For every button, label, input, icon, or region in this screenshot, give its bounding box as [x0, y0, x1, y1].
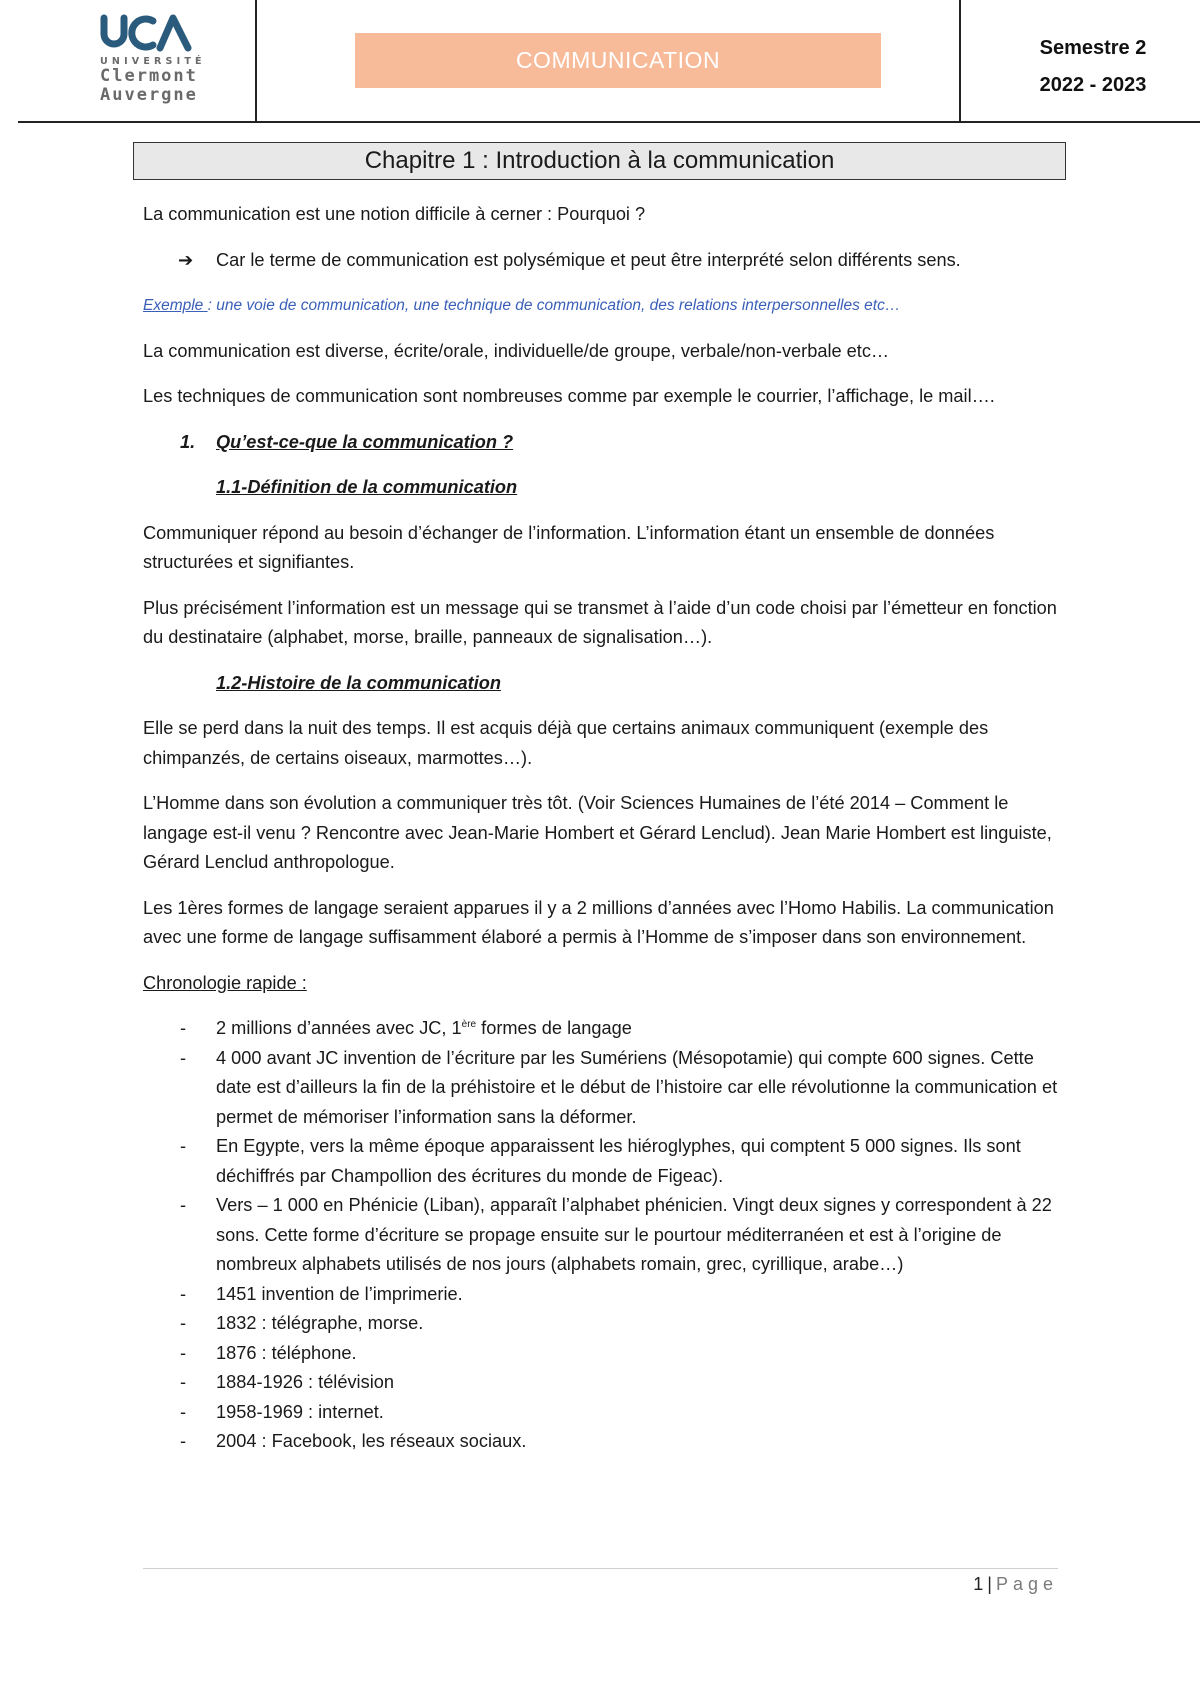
- semester-block: [1003, 30, 1183, 104]
- semester-label: Semestre 2: [1039, 37, 1147, 59]
- chronology-item-text: 4 000 avant JC invention de l’écriture par les Sumériens (Mésopotamie) qui compte 600 signes. Cette date est d’ailleurs la fin de la préhistoire et le début de l’histoire car elle révolutionne la communication et permet de mémoriser l’information sans la déformer.: [216, 1047, 1058, 1127]
- history-paragraph-2: L’Homme dans son évolution a communiquer très tôt. (Voir Sciences Humaines de l’été 2014 – Comment le langage est-il venu ? Rencontre avec Jean-Marie Hombert et Gérard Lenclud). Jean Marie Hombert est linguiste, Gérard Lenclud anthropologue.: [143, 793, 1052, 872]
- page-number: 1: [973, 1574, 984, 1594]
- right-arrow-icon: ➔: [178, 249, 194, 270]
- page-footer: [880, 1574, 1058, 1595]
- chronology-item: [143, 1014, 1063, 1044]
- list-dash: -: [180, 1313, 187, 1333]
- logo-line-auvergne: Auvergne: [100, 85, 198, 105]
- chronology-item: [143, 1339, 1063, 1369]
- chronology-item: [143, 1427, 1063, 1457]
- history-paragraph-3: Les 1ères formes de langage seraient apparues il y a 2 millions d’années avec l’Homo Habilis. La communication avec une forme de langage suffisamment élaboré a permis à l’Homme de s’imposer dans son environnement.: [143, 897, 1054, 947]
- page-header: [18, 0, 1200, 123]
- chronology-item-text: 1958-1969 : internet.: [216, 1401, 384, 1422]
- course-title-banner: [355, 33, 881, 88]
- chronology-item-text: 1876 : téléphone.: [216, 1342, 357, 1363]
- chronology-title: Chronologie rapide :: [143, 972, 307, 993]
- footer-separator: |: [987, 1574, 992, 1594]
- logo-line-clermont: Clermont: [100, 66, 198, 86]
- chronology-item-text: 2004 : Facebook, les réseaux sociaux.: [216, 1431, 527, 1451]
- definition-paragraph-1: Communiquer répond au besoin d’échanger de l’information. L’information étant un ensemble de données structurées et signifiantes.: [143, 522, 995, 572]
- section-1-heading: [143, 428, 1063, 458]
- intro-paragraph-1: La communication est diverse, écrite/orale, individuelle/de groupe, verbale/non-verbale etc…: [143, 340, 890, 361]
- chronology-item-text-after: formes de langage: [476, 1018, 632, 1038]
- chronology-item-text: Vers – 1 000 en Phénicie (Liban), apparaît l’alphabet phénicien. Vingt deux signes y correspondent à 22 sons. Cette forme d’écriture se propage ensuite sur le pourtour méditerranéen et est à l’origine de nombreux alphabets utilisés de nos jours (alphabets romain, grec, cyrillique, arabe…): [216, 1195, 1052, 1274]
- list-dash: -: [180, 1018, 187, 1038]
- uca-logo-icon: [98, 12, 198, 52]
- definition-paragraph-2: Plus précisément l’information est un message qui se transmet à l’aide d’un code choisi par l’émetteur en fonction du destinataire (alphabet, morse, braille, panneaux de signalisation…).: [143, 597, 1057, 647]
- chronology-item-text-before: 2 millions d’années avec JC, 1: [216, 1018, 462, 1038]
- chronology-item-text: 1451 invention de l’imprimerie.: [216, 1283, 463, 1304]
- list-dash: -: [180, 1401, 187, 1422]
- example-label: Exemple: [143, 297, 208, 314]
- list-dash: -: [180, 1342, 187, 1363]
- example-line: [143, 291, 1063, 321]
- document-body: [143, 200, 1063, 1457]
- chronology-item: [143, 1191, 1063, 1280]
- header-divider-left: [255, 0, 257, 121]
- course-title: COMMUNICATION: [515, 47, 721, 73]
- section-1-title: Qu’est-ce-que la communication ?: [216, 431, 514, 452]
- chronology-item: [143, 1368, 1063, 1398]
- chronology-item: [143, 1044, 1063, 1133]
- chronology-item-text: 1884-1926 : télévision: [216, 1372, 394, 1392]
- intro-answer: Car le terme de communication est polysémique et peut être interprété selon différents sens.: [216, 249, 961, 270]
- list-dash: -: [180, 1136, 187, 1156]
- chronology-item: [143, 1309, 1063, 1339]
- list-dash: -: [180, 1047, 187, 1068]
- section-1-number: 1.: [180, 431, 196, 452]
- chapter-title-box: [133, 142, 1066, 180]
- header-divider-right: [959, 0, 961, 121]
- intro-question: La communication est une notion difficile à cerner : Pourquoi ?: [143, 204, 646, 224]
- chronology-list: [143, 1014, 1063, 1457]
- academic-year: 2022 - 2023: [1039, 74, 1147, 96]
- page-label: Page: [995, 1574, 1058, 1594]
- list-dash: -: [180, 1195, 187, 1215]
- intro-answer-line: [143, 246, 1063, 276]
- chronology-item: [143, 1398, 1063, 1428]
- list-dash: -: [180, 1431, 187, 1451]
- chronology-item: [143, 1132, 1063, 1191]
- list-dash: -: [180, 1283, 187, 1304]
- university-logo: [98, 12, 208, 105]
- subsection-1-1-heading: 1.1-Définition de la communication: [216, 477, 518, 497]
- chronology-item-sup: ère: [461, 1018, 477, 1030]
- footer-divider: [143, 1568, 1058, 1569]
- chapter-title: Chapitre 1 : Introduction à la communication: [364, 147, 835, 174]
- list-dash: -: [180, 1372, 187, 1392]
- history-paragraph-1: Elle se perd dans la nuit des temps. Il est acquis déjà que certains animaux communiquent (exemple des chimpanzés, de certains oiseaux, marmottes…).: [143, 718, 989, 768]
- intro-paragraph-2: Les techniques de communication sont nombreuses comme par exemple le courrier, l’affichage, le mail….: [143, 386, 995, 406]
- chronology-item: [143, 1280, 1063, 1310]
- example-text: : une voie de communication, une technique de communication, des relations interpersonnelles etc…: [207, 297, 901, 314]
- logo-line-universite: UNIVERSITÉ: [100, 56, 206, 67]
- chronology-item-text: En Egypte, vers la même époque apparaissent les hiéroglyphes, qui comptent 5 000 signes. Ils sont déchiffrés par Champollion des écritures du monde de Figeac).: [216, 1136, 1021, 1186]
- chronology-item-text: 1832 : télégraphe, morse.: [216, 1313, 424, 1333]
- subsection-1-2-heading: 1.2-Histoire de la communication: [216, 672, 502, 693]
